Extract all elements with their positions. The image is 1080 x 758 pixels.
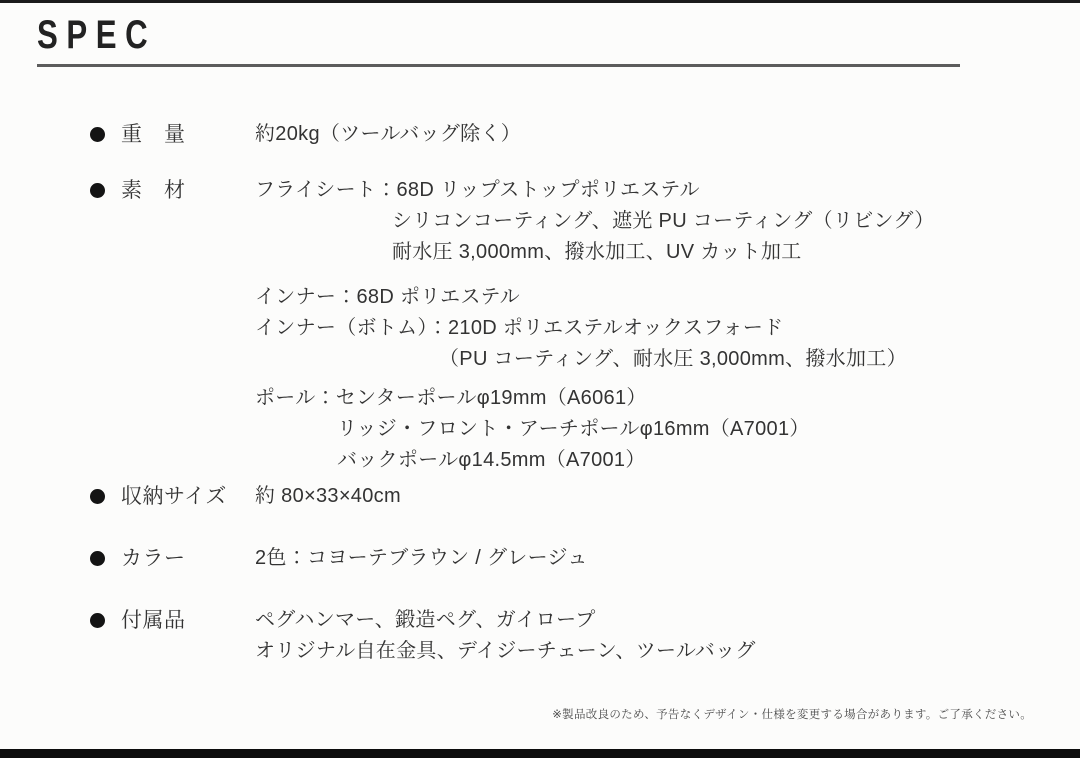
spec-label-weight [90, 119, 255, 150]
material-flysheet-group [255, 175, 935, 268]
spec-row-packed-size [90, 481, 1080, 512]
spec-label-text-packed-size: 収納サイズ [121, 485, 227, 508]
spec-label-accessories [90, 605, 255, 636]
page-title: SPEC [37, 13, 157, 57]
spec-label-text-color: カラー [121, 547, 186, 570]
bullet-icon [90, 613, 105, 628]
inner-line: インナー：68D ポリエステル [255, 286, 520, 308]
bullet-icon [90, 183, 105, 198]
spec-value-material [255, 175, 935, 476]
pole-line: バックポールφ14.5mm（A7001） [337, 449, 646, 471]
spec-row-accessories [90, 605, 1080, 667]
spec-label-packed-size [90, 481, 255, 512]
bullet-icon [90, 127, 105, 142]
spec-value-color [255, 543, 588, 574]
bullet-icon [90, 489, 105, 504]
pole-line: ポール：センターポールφ19mm（A6061） [255, 387, 647, 409]
material-inner-group [255, 282, 935, 375]
spec-row-weight [90, 119, 1080, 150]
packed-size-value: 約 80×33×40cm [255, 485, 401, 507]
spec-value-accessories [255, 605, 756, 667]
flysheet-line: 耐水圧 3,000mm、撥水加工、UV カット加工 [392, 241, 802, 263]
accessories-line: オリジナル自在金具、デイジーチェーン、ツールバッグ [255, 640, 756, 662]
weight-value: 約20kg（ツールバッグ除く） [255, 123, 522, 145]
accessories-line: ペグハンマー、鍛造ペグ、ガイロープ [255, 609, 596, 631]
spec-value-weight [255, 119, 521, 150]
header [0, 0, 1080, 67]
flysheet-line: フライシート：68D リップストップポリエステル [255, 179, 700, 201]
spec-label-text-material: 素 材 [121, 179, 186, 202]
spec-label-text-weight: 重 量 [121, 123, 186, 146]
flysheet-line: シリコンコーティング、遮光 PU コーティング（リビング） [392, 210, 935, 232]
top-border-line [0, 0, 1080, 3]
spec-label-color [90, 543, 255, 574]
spec-list [0, 119, 1080, 667]
bullet-icon [90, 551, 105, 566]
inner-line: インナー（ボトム）：210D ポリエステルオックスフォード [255, 317, 784, 339]
pole-line: リッジ・フロント・アーチポールφ16mm（A7001） [337, 418, 810, 440]
material-pole-group [255, 383, 935, 476]
spec-row-material [90, 175, 1080, 476]
spec-row-color [90, 543, 1080, 574]
inner-line: （PU コーティング、耐水圧 3,000mm、撥水加工） [439, 348, 907, 370]
footnote-text: ※製品改良のため、予告なくデザイン・仕様を変更する場合があります。ご了承ください。 [552, 709, 1032, 721]
color-value: 2色：コヨーテブラウン / グレージュ [255, 547, 588, 569]
spec-label-material [90, 175, 255, 206]
bottom-border-bar [0, 749, 1080, 758]
title-underline [37, 64, 960, 67]
spec-label-text-accessories: 付属品 [121, 609, 186, 632]
spec-value-packed-size [255, 481, 401, 512]
